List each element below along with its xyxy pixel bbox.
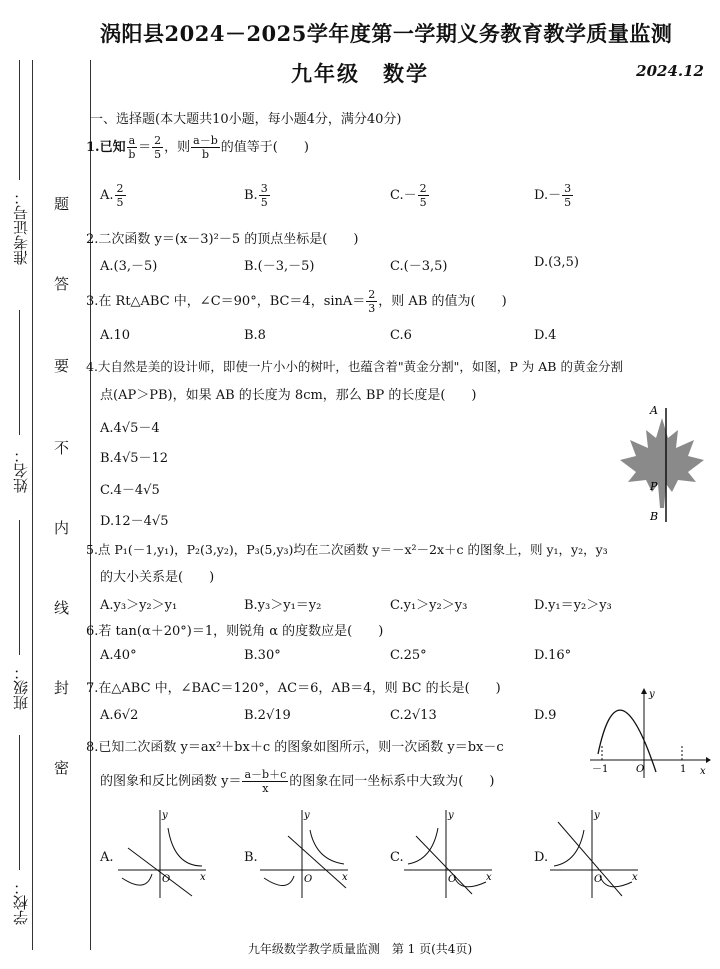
option-1c[interactable]: C.－ $\frac{2}{5}$ [390, 182, 427, 209]
question-1-stem: 1.已知 $\frac{a}{b}$ ＝ $\frac{2}{5}$ ，则 $\frac{a-b}{b}$ 的值等于( ) [86, 134, 309, 161]
binding-line-inner [90, 60, 91, 950]
option-2d[interactable]: D.(3,5) [534, 255, 579, 270]
binding-char: 不 [54, 439, 70, 457]
svg-text:x: x [342, 872, 348, 883]
parabola-figure [588, 688, 712, 780]
option-3c[interactable]: C.6 [390, 328, 412, 343]
option-4b[interactable]: B.4√5－12 [100, 451, 169, 466]
option-4c[interactable]: C.4－4√5 [100, 483, 160, 498]
section-heading: 一、选择题(本大题共10小题，每小题4分，满分40分) [90, 112, 402, 127]
binding-char: 内 [54, 519, 70, 537]
binding-char: 题 [54, 195, 70, 213]
svg-text:O: O [304, 874, 313, 885]
fraction: $\frac{a}{b}$ [128, 134, 136, 161]
field-line-admission[interactable] [19, 60, 20, 180]
maple-leaf-shape [620, 418, 704, 508]
option-5b[interactable]: B.y₃＞y₁＝y₂ [244, 598, 322, 613]
binding-line-outer [32, 60, 33, 950]
option-7d[interactable]: D.9 [534, 708, 557, 723]
option-6b[interactable]: B.30° [244, 648, 281, 663]
binding-char: 密 [54, 759, 70, 777]
exam-date: 2024.12 [636, 62, 704, 80]
point-label: P [650, 480, 658, 493]
label-name: 姓名： [12, 448, 30, 493]
binding-char: 封 [54, 679, 70, 697]
question-6-stem: 6.若 tan(α＋20°)＝1，则锐角 α 的度数应是( ) [86, 624, 384, 639]
point-label: B [650, 510, 659, 523]
svg-text:y: y [162, 810, 168, 821]
svg-text:y: y [448, 810, 454, 821]
option-7a[interactable]: A.6√2 [100, 708, 139, 723]
exam-subtitle: 九年级 数学 [291, 61, 429, 86]
question-8-stem-line2: 的图象和反比例函数 y＝ $\frac{a-b+c}{x}$ 的图象在同一坐标系中大致为( ) [100, 768, 495, 795]
option-8a[interactable]: A. [100, 850, 114, 865]
axis-label: x [700, 766, 706, 777]
axis-label: y [649, 689, 655, 700]
label-class: 班级： [12, 665, 30, 710]
parabola-curve [598, 710, 656, 772]
maple-leaf-figure [612, 400, 712, 528]
option-2c[interactable]: C.(－3,5) [390, 259, 448, 274]
option-6a[interactable]: A.40° [100, 648, 137, 663]
fraction: $\frac{2}{5}$ [154, 134, 162, 161]
svg-text:y: y [304, 810, 310, 821]
x-axis-arrow [706, 757, 711, 763]
binding-char: 要 [54, 357, 70, 375]
question-3-stem: 3.在 Rt△ABC 中，∠C＝90°，BC＝4，sinA＝ $\frac{2}{3}$ ，则 AB 的值为( ) [86, 288, 507, 315]
option-2a[interactable]: A.(3,－5) [100, 259, 158, 274]
svg-text:O: O [594, 874, 603, 885]
option-1a[interactable]: A. $\frac{2}{5}$ [100, 182, 124, 209]
field-line-name[interactable] [19, 310, 20, 435]
y-axis-arrow [641, 688, 647, 694]
svg-text:y: y [594, 810, 600, 821]
svg-text:O: O [162, 874, 171, 885]
question-7-stem: 7.在△ABC 中，∠BAC＝120°，AC＝6，AB＝4，则 BC 的长是( ) [86, 681, 501, 696]
option-3a[interactable]: A.10 [100, 328, 131, 343]
option-8b-graph[interactable] [258, 808, 354, 900]
question-8-stem-line1: 8.已知二次函数 y＝ax²＋bx＋c 的图象如图所示，则一次函数 y＝bx－c [86, 740, 504, 755]
option-8a-graph[interactable] [116, 808, 212, 900]
svg-text:O: O [448, 874, 457, 885]
option-1b[interactable]: B. $\frac{3}{5}$ [244, 182, 268, 209]
binding-char: 线 [54, 599, 70, 617]
tick-label: －1 [592, 764, 609, 775]
point-label: A [650, 404, 658, 417]
page-footer: 九年级数学教学质量监测 第 1 页(共4页) [247, 942, 473, 956]
origin-label: O [636, 764, 645, 775]
field-line-school[interactable] [19, 735, 20, 870]
option-3d[interactable]: D.4 [534, 328, 557, 343]
question-4-stem-line2: 点(AP＞PB)，如果 AB 的长度为 8cm，那么 BP 的长度是( ) [100, 388, 477, 403]
tick-label: 1 [680, 764, 687, 775]
option-5c[interactable]: C.y₁＞y₂＞y₃ [390, 598, 468, 613]
option-8c-graph[interactable] [402, 808, 498, 900]
option-7b[interactable]: B.2√19 [244, 708, 291, 723]
question-5-stem-line1: 5.点 P₁(－1,y₁)，P₂(3,y₂)，P₃(5,y₃)均在二次函数 y＝－x²－2x＋c 的图象上，则 y₁，y₂，y₃ [86, 542, 608, 557]
fraction: $\frac{a-b}{b}$ [193, 134, 218, 161]
option-3b[interactable]: B.8 [244, 328, 266, 343]
exam-title: 涡阳县2024－2025学年度第一学期义务教育教学质量监测 [100, 21, 673, 46]
label-admission-number: 准考证号： [12, 190, 30, 265]
option-8d[interactable]: D. [534, 850, 549, 865]
option-2b[interactable]: B.(－3,－5) [244, 259, 315, 274]
option-1d[interactable]: D.－ $\frac{3}{5}$ [534, 182, 572, 209]
question-2-stem: 2.二次函数 y＝(x－3)²－5 的顶点坐标是( ) [86, 232, 359, 247]
question-5-stem-line2: 的大小关系是( ) [100, 570, 215, 585]
label-school: 学校： [12, 880, 30, 925]
field-line-class[interactable] [19, 520, 20, 655]
binding-char: 答 [54, 275, 70, 293]
option-7c[interactable]: C.2√13 [390, 708, 437, 723]
option-4d[interactable]: D.12－4√5 [100, 514, 169, 529]
option-4a[interactable]: A.4√5－4 [100, 421, 160, 436]
svg-text:x: x [200, 872, 206, 883]
svg-text:x: x [486, 872, 492, 883]
option-6d[interactable]: D.16° [534, 648, 572, 663]
option-5d[interactable]: D.y₁＝y₂＞y₃ [534, 598, 612, 613]
option-8c[interactable]: C. [390, 850, 404, 865]
question-4-stem-line1: 4.大自然是美的设计师，即使一片小小的树叶，也蕴含着"黄金分割"，如图，P 为 AB 的黄金分割 [86, 359, 623, 374]
option-6c[interactable]: C.25° [390, 648, 427, 663]
option-8b[interactable]: B. [244, 850, 258, 865]
svg-text:x: x [632, 872, 638, 883]
option-8d-graph[interactable] [548, 808, 644, 900]
option-5a[interactable]: A.y₃＞y₂＞y₁ [100, 598, 178, 613]
